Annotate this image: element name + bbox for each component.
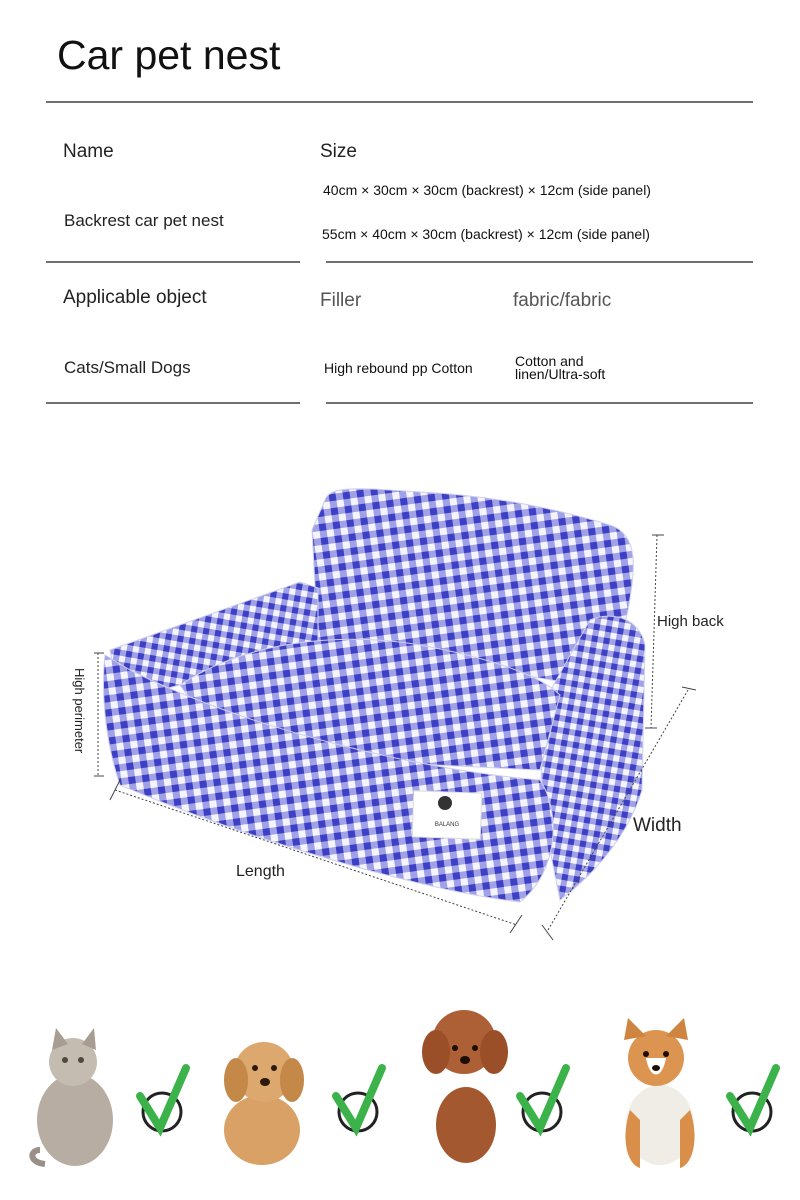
check-icon xyxy=(140,1068,186,1131)
object-value: Cats/Small Dogs xyxy=(64,358,191,377)
row-divider-right-2 xyxy=(326,402,753,404)
poodle-icon xyxy=(422,1010,508,1163)
size-option-2: 55cm × 40cm × 30cm (backrest) × 12cm (side panel) xyxy=(322,226,650,242)
page-title: Car pet nest xyxy=(57,32,281,78)
small-dog-icon xyxy=(224,1042,304,1165)
size-label: Size xyxy=(320,141,357,162)
row-divider-left-1 xyxy=(46,261,300,263)
spec-table xyxy=(0,0,800,410)
name-value: Backrest car pet nest xyxy=(64,211,224,230)
pet-bed-illustration xyxy=(0,470,800,950)
high-back-label: High back xyxy=(657,613,724,630)
fabric-value: Cotton and linen/Ultra-soft xyxy=(515,353,606,382)
row-divider-right-1 xyxy=(326,261,753,263)
tag-brand: BALANG xyxy=(434,822,460,828)
row-divider-left-2 xyxy=(46,402,300,404)
cat-icon xyxy=(32,1028,113,1166)
fabric-label: fabric/fabric xyxy=(513,290,612,311)
filler-label: Filler xyxy=(320,290,362,311)
check-icon xyxy=(730,1068,776,1131)
applicable-pets-row xyxy=(0,1000,800,1190)
name-label: Name xyxy=(63,141,114,162)
product-diagram xyxy=(0,470,800,950)
check-icon xyxy=(520,1068,566,1131)
length-label: Length xyxy=(236,863,285,880)
check-icon xyxy=(336,1068,382,1131)
object-label: Applicable object xyxy=(63,287,207,308)
filler-value: High rebound pp Cotton xyxy=(324,360,473,376)
corgi-icon xyxy=(624,1018,695,1168)
high-perimeter-label: High perimeter xyxy=(72,668,87,754)
width-label: Width xyxy=(633,815,682,836)
size-option-1: 40cm × 30cm × 30cm (backrest) × 12cm (side panel) xyxy=(323,182,651,198)
